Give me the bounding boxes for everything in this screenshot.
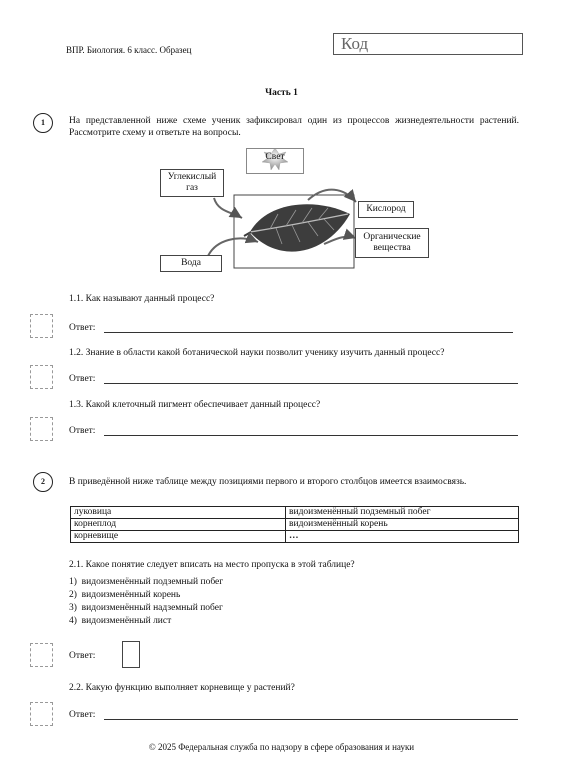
option-text: видоизменённый подземный побег [81,577,224,587]
option-number: 1) [69,577,77,587]
question-1-1: 1.1. Как называют данный процесс? [69,294,215,304]
answer-line-1-2[interactable] [104,383,518,384]
question-1-3: 1.3. Какой клеточный пигмент обеспечивает данный процесс? [69,400,321,410]
option-1[interactable] [69,577,223,588]
part-title: Часть 1 [265,88,298,98]
light-label: Свет [265,152,285,162]
footer: © 2025 Федеральная служба по надзору в сфере образования и науки [148,742,415,752]
task2-text: В приведённой ниже таблице между позициями первого и второго столбцов имеется взаимосвязь. [69,477,467,487]
answer-line-1-1[interactable] [104,332,513,333]
score-box-1-1 [30,314,53,338]
table-row [71,519,519,531]
table-cell: видоизменённый подземный побег [286,507,519,519]
co2-label-box [160,169,224,197]
question-1-2: 1.2. Знание в области какой ботанической науки позволит ученику изучить данный процесс? [69,348,445,358]
option-4[interactable] [69,616,171,627]
question-2-2: 2.2. Какую функцию выполняет корневище у растений? [69,683,295,693]
light-label-box [246,148,304,174]
answer-line-2-2[interactable] [104,719,518,720]
answer-label-1-2: Ответ: [69,374,96,384]
option-3[interactable] [69,603,223,614]
co2-label-line1: Углекислый [167,172,217,182]
option-number: 2) [69,590,77,600]
answer-label-1-3: Ответ: [69,426,96,436]
answer-label-2-1: Ответ: [69,651,96,661]
option-text: видоизменённый корень [81,590,181,600]
oxygen-label-box [358,201,414,218]
table-row [71,507,519,519]
header-title: ВПР. Биология. 6 класс. Образец [66,45,192,55]
option-text: видоизменённый надземный побег [81,603,223,613]
answer-label-1-1: Ответ: [69,323,96,333]
code-field[interactable]: Код [333,33,523,55]
table-cell: корневище [71,531,286,543]
score-box-1-2 [30,365,53,389]
task-number-2: 2 [33,472,53,492]
organic-label-line2: вещества [373,243,411,253]
score-box-1-3 [30,417,53,441]
relation-table [70,506,519,543]
task-number-1: 1 [33,113,53,133]
table-cell: луковица [71,507,286,519]
organic-label-line1: Органические [363,232,421,242]
answer-cell-2-1[interactable] [122,641,140,668]
option-number: 4) [69,616,77,626]
score-box-2-1 [30,643,53,667]
table-row [71,531,519,543]
score-box-2-2 [30,702,53,726]
answer-label-2-2: Ответ: [69,710,96,720]
option-number: 3) [69,603,77,613]
option-2[interactable] [69,590,180,601]
oxygen-label: Кислород [366,204,406,214]
water-label: Вода [181,258,201,268]
option-text: видоизменённый лист [81,616,172,626]
photosynthesis-diagram [158,148,438,273]
co2-label-line2: газ [186,183,198,193]
task1-text: На представленной ниже схеме ученик зафиксировал один из процессов жизнедеятельности растений. Рассмотрите схему и ответьте на вопросы. [69,116,519,138]
table-cell: корнеплод [71,519,286,531]
table-cell-blank: … [286,531,519,543]
organic-label-box [355,228,429,258]
water-label-box [160,255,222,272]
question-2-1: 2.1. Какое понятие следует вписать на место пропуска в этой таблице? [69,560,355,570]
answer-line-1-3[interactable] [104,435,518,436]
table-cell: видоизменённый корень [286,519,519,531]
